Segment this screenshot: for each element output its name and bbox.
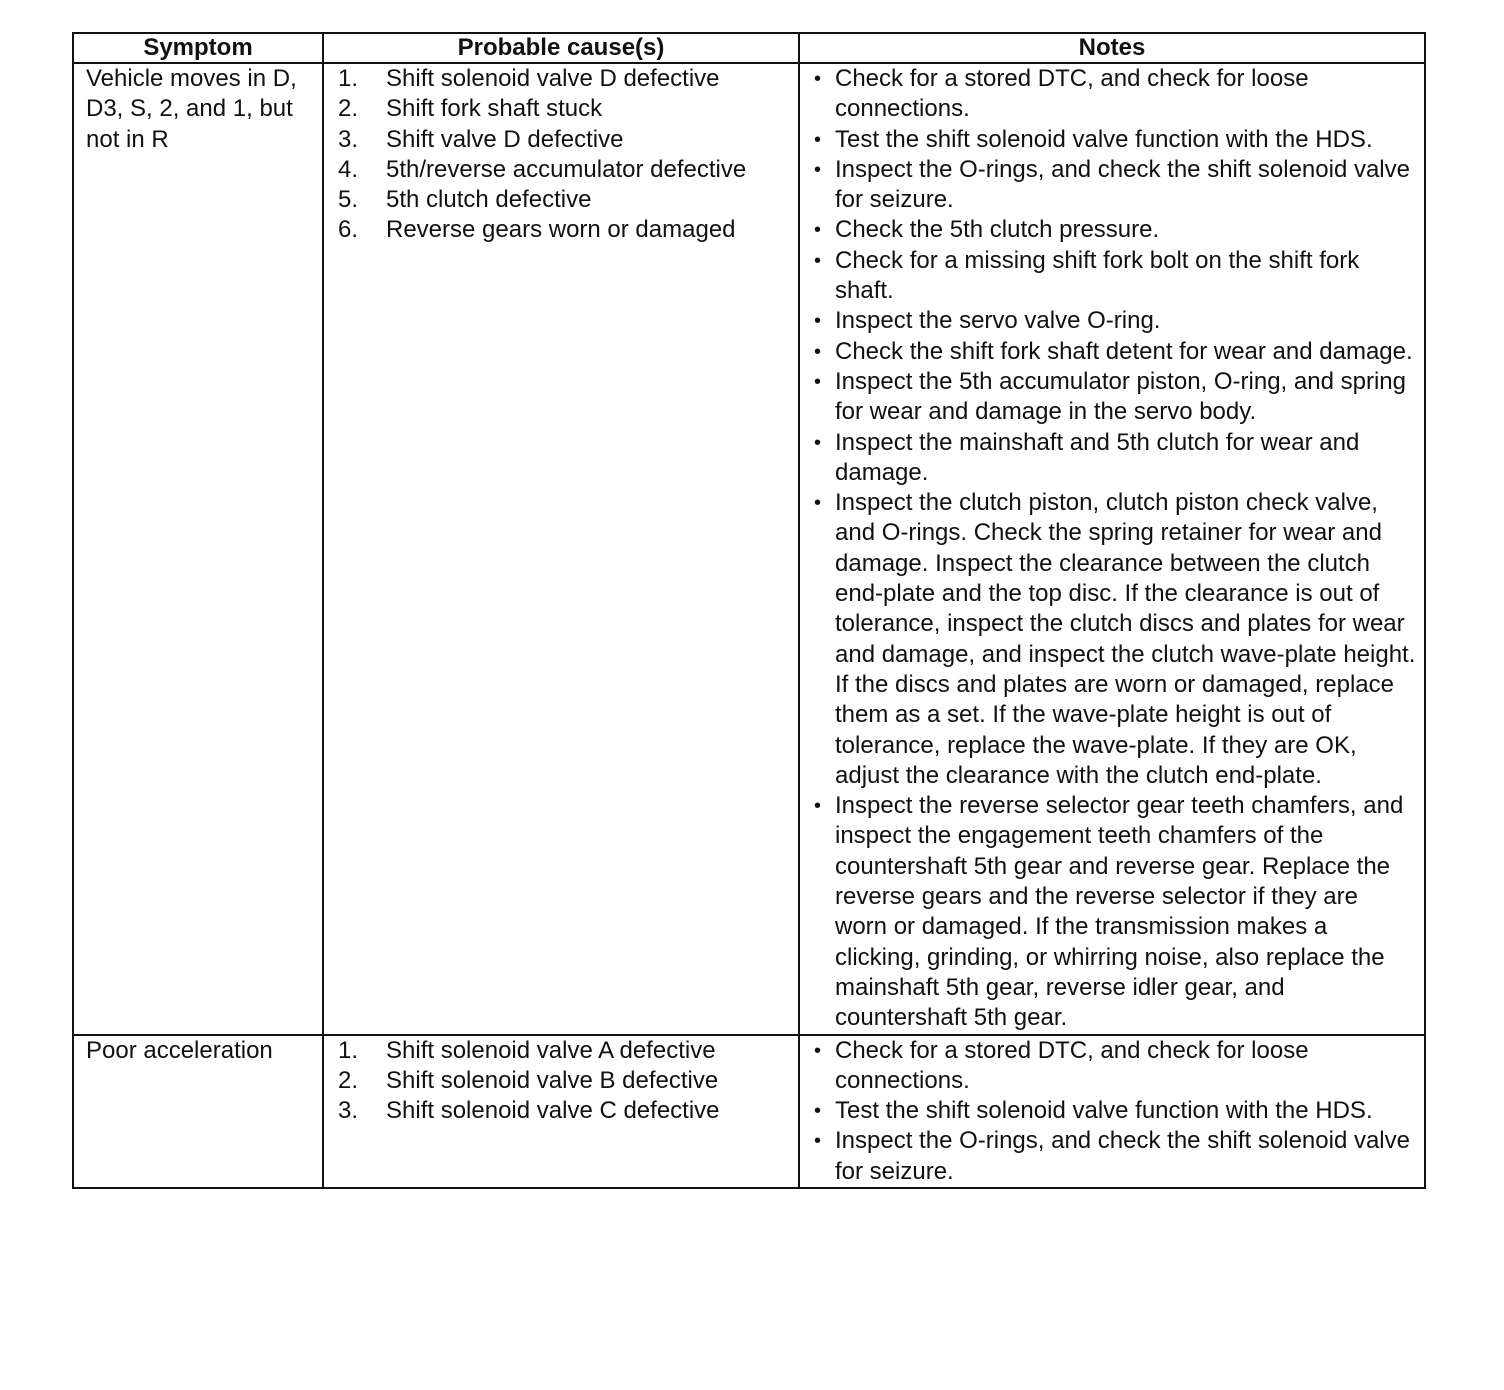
cause-number: 4. <box>338 155 359 183</box>
note-text: Check for a stored DTC, and check for loose connections. <box>835 1036 1309 1094</box>
cause-number: 6. <box>338 216 359 244</box>
note-text: Inspect the servo valve O-ring. <box>835 307 1161 335</box>
probable-causes-header: Probable cause(s) <box>323 33 799 63</box>
cause-text: Shift valve D defective <box>386 125 624 153</box>
note-text: Test the shift solenoid valve function with the HDS. <box>835 125 1373 153</box>
table-row <box>73 1035 1425 1188</box>
cause-text: Shift solenoid valve A defective <box>386 1036 716 1064</box>
bullet-icon: • <box>814 370 822 393</box>
notes-cell <box>799 63 1425 1035</box>
cause-text: Shift solenoid valve C defective <box>386 1097 720 1125</box>
cause-text: 5th/reverse accumulator defective <box>386 155 747 183</box>
troubleshooting-table <box>72 32 1426 1189</box>
notes-cell <box>799 1035 1425 1188</box>
note-text: Test the shift solenoid valve function with the HDS. <box>835 1097 1373 1125</box>
note-item <box>814 215 1416 245</box>
cause-text: Shift fork shaft stuck <box>386 95 603 123</box>
cause-number: 2. <box>338 1066 359 1094</box>
table-row <box>73 63 1425 1035</box>
cause-text: Shift solenoid valve B defective <box>386 1066 719 1094</box>
cause-number: 1. <box>338 1036 359 1064</box>
note-item <box>814 155 1416 216</box>
symptom-header: Symptom <box>73 33 323 63</box>
cause-item <box>338 94 790 124</box>
bullet-icon: • <box>814 795 822 818</box>
cause-item <box>338 1066 790 1096</box>
header-row <box>73 33 1425 63</box>
note-text: Check for a missing shift fork bolt on the shift fork shaft. <box>835 246 1360 305</box>
note-item <box>814 306 1416 336</box>
bullet-icon: • <box>814 1130 822 1153</box>
note-item <box>814 1036 1416 1097</box>
bullet-icon: • <box>814 340 822 363</box>
note-item <box>814 1126 1416 1187</box>
note-text: Inspect the reverse selector gear teeth chamfers, and inspect the engagement teeth chamfers of the countershaft 5th gear and reverse gear. Replace the reverse gears and the reverse selector if they are worn or damaged. If the transmission makes a clicking, grinding, or whirring noise, also replace the mainshaft 5th gear, reverse idler gear, and countershaft 5th gear. <box>835 792 1404 1032</box>
bullet-icon: • <box>814 68 822 90</box>
bullet-icon: • <box>814 431 822 454</box>
note-item <box>814 1096 1416 1126</box>
cause-number: 5. <box>338 186 359 214</box>
note-item <box>814 488 1416 791</box>
note-text: Check the shift fork shaft detent for wear and damage. <box>835 337 1413 365</box>
cause-text: Shift solenoid valve D defective <box>386 65 720 92</box>
cause-item <box>338 1036 790 1066</box>
causes-cell <box>323 63 799 1035</box>
cause-number: 3. <box>338 125 359 153</box>
cause-list <box>338 64 790 246</box>
cause-list <box>338 1036 790 1127</box>
note-text: Inspect the O-rings, and check the shift solenoid valve for seizure. <box>835 155 1410 214</box>
cause-item <box>338 215 790 245</box>
bullet-icon: • <box>814 310 822 333</box>
note-text: Check for a stored DTC, and check for loose connections. <box>835 65 1309 123</box>
note-text: Inspect the mainshaft and 5th clutch for wear and damage. <box>835 428 1360 486</box>
causes-cell <box>323 1035 799 1188</box>
note-text: Inspect the O-rings, and check the shift solenoid valve for seizure. <box>835 1127 1410 1185</box>
note-item <box>814 791 1416 1033</box>
note-item <box>814 246 1416 307</box>
cause-item <box>338 125 790 155</box>
cause-number: 2. <box>338 95 359 123</box>
cause-text: 5th clutch defective <box>386 186 592 214</box>
cause-item <box>338 64 790 94</box>
note-item <box>814 428 1416 489</box>
note-item <box>814 367 1416 428</box>
note-item <box>814 125 1416 155</box>
cause-item <box>338 155 790 185</box>
note-text: Inspect the 5th accumulator piston, O-ring, and spring for wear and damage in the servo body. <box>835 367 1406 426</box>
bullet-icon: • <box>814 492 822 515</box>
note-list <box>814 1036 1416 1187</box>
cause-number: 1. <box>338 65 359 92</box>
bullet-icon: • <box>814 249 822 272</box>
troubleshooting-page <box>72 32 1424 1189</box>
note-text: Check the 5th clutch pressure. <box>835 216 1160 244</box>
note-item <box>814 337 1416 367</box>
cause-text: Reverse gears worn or damaged <box>386 216 736 244</box>
cause-item <box>338 1096 790 1126</box>
bullet-icon: • <box>814 128 822 151</box>
cause-number: 3. <box>338 1097 359 1125</box>
bullet-icon: • <box>814 1100 822 1123</box>
symptom-cell: Vehicle moves in D, D3, S, 2, and 1, but not in R <box>73 63 323 1035</box>
notes-header: Notes <box>799 33 1425 63</box>
note-text: Inspect the clutch piston, clutch piston check valve, and O-rings. Check the spring retainer for wear and damage. Inspect the clearance between the clutch end-plate and the top disc. If the clearance is out of tolerance, inspect the clutch discs and plates for wear and damage, and inspect the clutch wave-plate height. If the discs and plates are worn or damaged, replace them as a set. If the wave-plate height is out of tolerance, replace the wave-plate. If they are OK, adjust the clearance with the clutch end-plate. <box>835 489 1416 789</box>
bullet-icon: • <box>814 158 822 181</box>
cause-item <box>338 185 790 215</box>
symptom-cell: Poor acceleration <box>73 1035 323 1188</box>
bullet-icon: • <box>814 219 822 242</box>
note-list <box>814 64 1416 1034</box>
note-item <box>814 64 1416 125</box>
bullet-icon: • <box>814 1039 822 1062</box>
